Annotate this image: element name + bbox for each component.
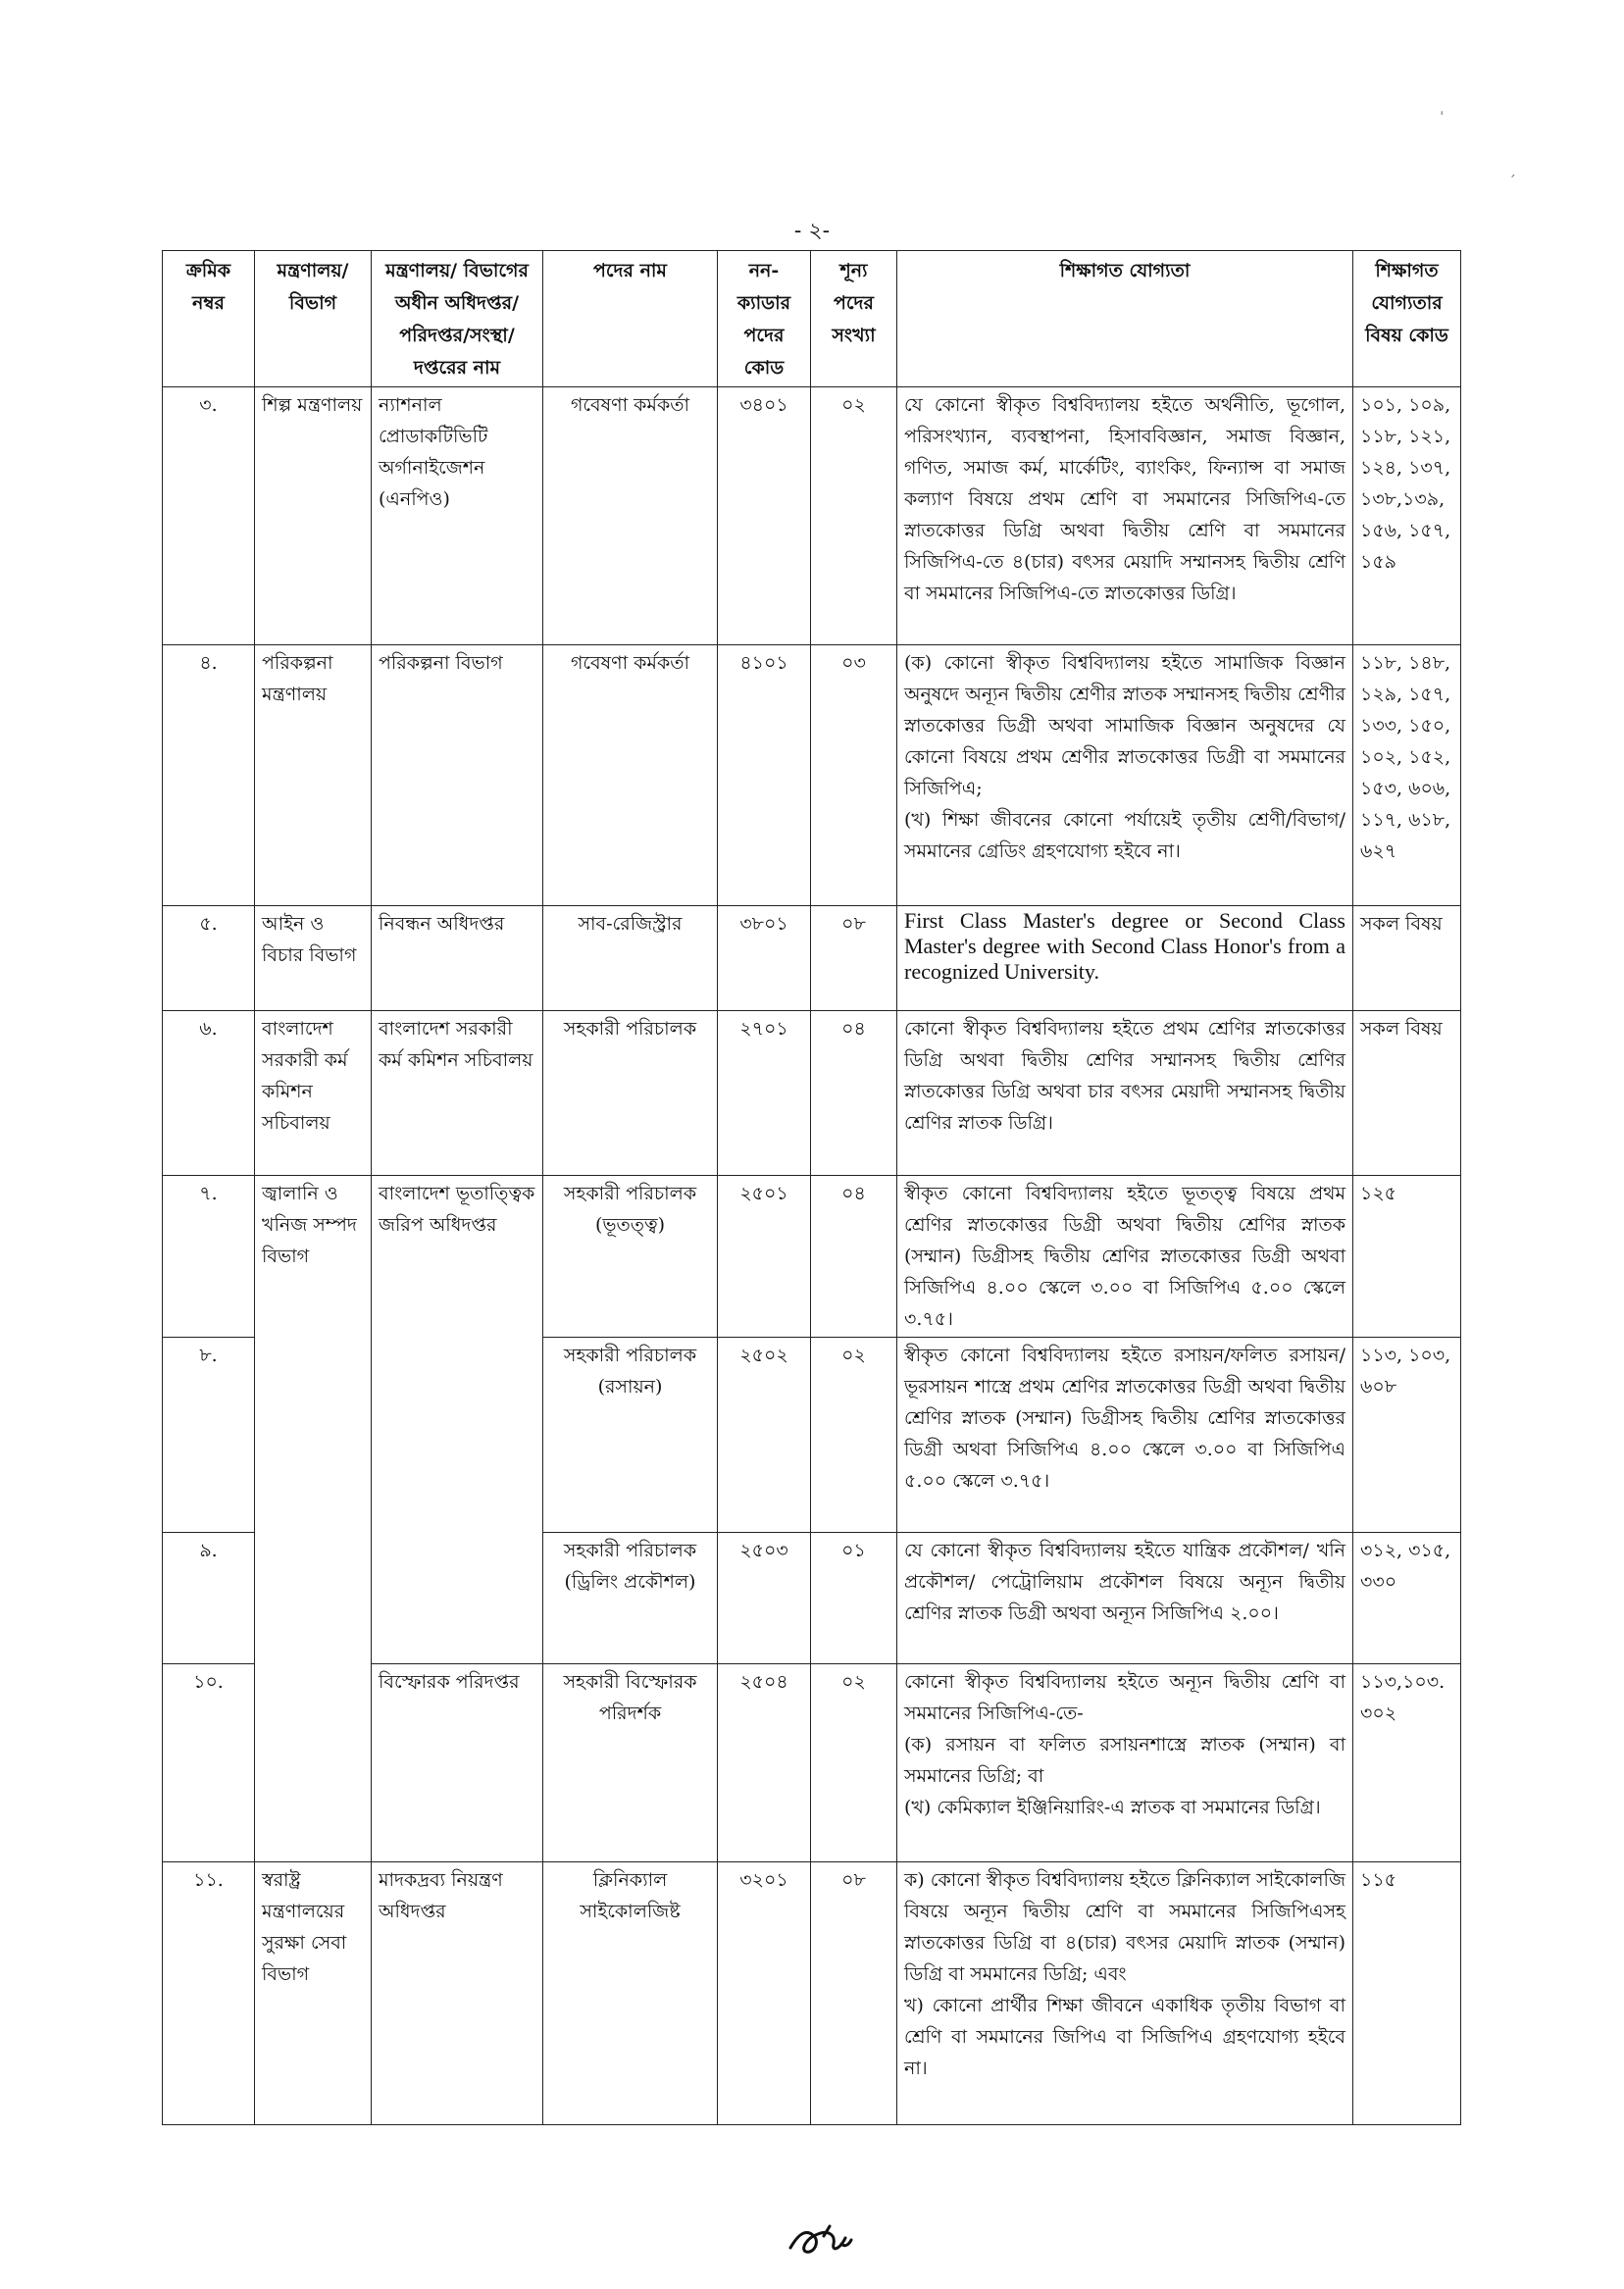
row-qualification [897,1664,1353,1862]
row-post: সহকারী পরিচালক (ভূতত্ত্ব) [543,1176,718,1338]
header-post: পদের নাম [543,251,718,387]
row-post: সাব-রেজিস্ট্রার [543,906,718,1011]
row-serial: ৫. [163,906,255,1011]
row-vacancy: ০১ [811,1533,897,1664]
table-row [163,645,1461,906]
qualification-clause-b: (খ) শিক্ষা জীবনের কোনো পর্যায়েই তৃতীয় শ্রেণী/বিভাগ/সমমানের গ্রেডিং গ্রহণযোগ্য হইবে না। [904,809,1345,862]
row-department: ন্যাশনাল প্রোডাকটিভিটি অর্গানাইজেশন (এনপিও) [372,387,543,645]
row-post: সহকারী বিস্ফোরক পরিদর্শক [543,1664,718,1862]
qualification-clause-a: (ক) রসায়ন বা ফলিত রসায়নশাস্ত্রে স্নাতক (সম্মান) বা সমমানের ডিগ্রি; বা [904,1734,1345,1787]
row-code: ৩৮০১ [718,906,811,1011]
qualification-clause-b: (খ) কেমিক্যাল ইঞ্জিনিয়ারিং-এ স্নাতক বা সমমানের ডিগ্রি। [904,1797,1321,1818]
row-qualification [897,645,1353,906]
header-row [163,251,1461,387]
header-serial: ক্রমিক নম্বর [163,251,255,387]
row-vacancy: ০২ [811,387,897,645]
row-ministry: জ্বালানি ও খনিজ সম্পদ বিভাগ [255,1176,372,1862]
row-department: নিবন্ধন অধিদপ্তর [372,906,543,1011]
row-post: গবেষণা কর্মকর্তা [543,645,718,906]
header-ministry: মন্ত্রণালয়/ বিভাগ [255,251,372,387]
header-qualification: শিক্ষাগত যোগ্যতা [897,251,1353,387]
row-serial: ৮. [163,1338,255,1533]
row-qualification: স্বীকৃত কোনো বিশ্ববিদ্যালয় হইতে ভূতত্ত্ব বিষয়ে প্রথম শ্রেণির স্নাতকোত্তর ডিগ্রী অথবা দ্বিতীয় শ্রেণির স্নাতক (সম্মান) ডিগ্রীসহ দ্বিতীয় শ্রেণির স্নাতকোত্তর ডিগ্রী অথবা সিজিপিএ ৪.০০ স্কেলে ৩.০০ বা সিজিপিএ ৫.০০ স্কেলে ৩.৭৫। [897,1176,1353,1338]
table-row [163,906,1461,1011]
row-serial: ৪. [163,645,255,906]
row-code: ৪১০১ [718,645,811,906]
row-qualification: কোনো স্বীকৃত বিশ্ববিদ্যালয় হইতে প্রথম শ্রেণির স্নাতকোত্তর ডিগ্রি অথবা দ্বিতীয় শ্রেণির সম্মানসহ দ্বিতীয় শ্রেণির স্নাতকোত্তর ডিগ্রি অথবা চার বৎসর মেয়াদী সম্মানসহ দ্বিতীয় শ্রেণির স্নাতক ডিগ্রি। [897,1011,1353,1176]
row-subject-code: ১০১, ১০৯, ১১৮, ১২১, ১২৪, ১৩৭, ১৩৮,১৩৯, ১৫৬, ১৫৭, ১৫৯ [1353,387,1461,645]
row-qualification: First Class Master's degree or Second Class Master's degree with Second Class Honor's from a recognized University. [897,906,1353,1011]
row-ministry: স্বরাষ্ট্র মন্ত্রণালয়ের সুরক্ষা সেবা বিভাগ [255,1862,372,2125]
row-serial: ৯. [163,1533,255,1664]
qualification-clause-b: খ) কোনো প্রার্থীর শিক্ষা জীবনে একাধিক তৃতীয় বিভাগ বা শ্রেণি বা সমমানের জিপিএ বা সিজিপিএ গ্রহণযোগ্য হইবে না। [904,1995,1345,2079]
qualification-intro: কোনো স্বীকৃত বিশ্ববিদ্যালয় হইতে অন্যূন দ্বিতীয় শ্রেণি বা সমমানের সিজিপিএ-তে- [904,1671,1345,1724]
row-vacancy: ০২ [811,1664,897,1862]
corner-mark-right: ˊ [1508,173,1516,191]
row-department: পরিকল্পনা বিভাগ [372,645,543,906]
row-serial: ১০. [163,1664,255,1862]
row-code: ৩২০১ [718,1862,811,2125]
row-serial: ৭. [163,1176,255,1338]
row-subject-code: ১১৩, ১০৩, ৬০৮ [1353,1338,1461,1533]
row-vacancy: ০৩ [811,645,897,906]
table-row [163,1011,1461,1176]
row-subject-code: ১১৮, ১৪৮, ১২৯, ১৫৭, ১৩৩, ১৫০, ১০২, ১৫২, ১৫৩, ৬০৬, ১১৭, ৬১৮, ৬২৭ [1353,645,1461,906]
row-department: বিস্ফোরক পরিদপ্তর [372,1664,543,1862]
row-subject-code: ৩১২, ৩১৫, ৩৩০ [1353,1533,1461,1664]
row-vacancy: ০৪ [811,1176,897,1338]
vacancy-table [162,250,1461,2125]
row-post: সহকারী পরিচালক [543,1011,718,1176]
qualification-clause-a: ক) কোনো স্বীকৃত বিশ্ববিদ্যালয় হইতে ক্লিনিক্যাল সাইকোলজি বিষয়ে অন্যূন দ্বিতীয় শ্রেণি বা সমমানের সিজিপিএসহ স্নাতকোত্তর ডিগ্রি বা ৪(চার) বৎসর মেয়াদি স্নাতক (সম্মান) ডিগ্রি বা সমমানের ডিগ্রি; এবং [904,1869,1345,1985]
row-code: ৩৪০১ [718,387,811,645]
row-subject-code: ১১৩,১০৩. ৩০২ [1353,1664,1461,1862]
row-post: সহকারী পরিচালক (রসায়ন) [543,1338,718,1533]
row-subject-code: ১২৫ [1353,1176,1461,1338]
corner-mark-top: ˌ [1440,98,1445,117]
signature-mark [785,2214,855,2264]
row-qualification: যে কোনো স্বীকৃত বিশ্ববিদ্যালয় হইতে অর্থনীতি, ভূগোল, পরিসংখ্যান, ব্যবস্থাপনা, হিসাববিজ্ঞান, সমাজ বিজ্ঞান, গণিত, সমাজ কর্ম, মার্কেটিং, ব্যাংকিং, ফিন্যান্স বা সমাজ কল্যাণ বিষয়ে প্রথম শ্রেণি বা সমমানের সিজিপিএ-তে স্নাতকোত্তর ডিগ্রি অথবা দ্বিতীয় শ্রেণি বা সমমানের সিজিপিএ-তে ৪(চার) বৎসর মেয়াদি সম্মানসহ দ্বিতীয় শ্রেণি বা সমমানের সিজিপিএ-তে স্নাতকোত্তর ডিগ্রি। [897,387,1353,645]
row-vacancy: ০৮ [811,1862,897,2125]
row-department: বাংলাদেশ সরকারী কর্ম কমিশন সচিবালয় [372,1011,543,1176]
row-subject-code: ১১৫ [1353,1862,1461,2125]
qualification-clause-a: (ক) কোনো স্বীকৃত বিশ্ববিদ্যালয় হইতে সামাজিক বিজ্ঞান অনুষদে অন্যূন দ্বিতীয় শ্রেণীর স্নাতক সম্মানসহ দ্বিতীয় শ্রেণীর স্নাতকোত্তর ডিগ্রী অথবা সামাজিক বিজ্ঞান অনুষদের যে কোনো বিষয়ে প্রথম শ্রেণীর স্নাতকোত্তর ডিগ্রী বা সমমানের সিজিপিএ; [904,652,1345,799]
row-serial: ৬. [163,1011,255,1176]
row-ministry: পরিকল্পনা মন্ত্রণালয় [255,645,372,906]
table-row [163,1176,1461,1338]
table-row [163,387,1461,645]
row-subject-code: সকল বিষয় [1353,906,1461,1011]
row-post: ক্লিনিক্যাল সাইকোলজিষ্ট [543,1862,718,2125]
header-subject-code: শিক্ষাগত যোগ্যতার বিষয় কোড [1353,251,1461,387]
row-serial: ১১. [163,1862,255,2125]
page-number: - ২- [793,219,831,243]
row-qualification [897,1862,1353,2125]
row-code: ২৫০১ [718,1176,811,1338]
row-code: ২৫০৩ [718,1533,811,1664]
row-qualification: স্বীকৃত কোনো বিশ্ববিদ্যালয় হইতে রসায়ন/ফলিত রসায়ন/ ভূরসায়ন শাস্ত্রে প্রথম শ্রেণির স্নাতকোত্তর ডিগ্রী অথবা দ্বিতীয় শ্রেণির স্নাতক (সম্মান) ডিগ্রীসহ দ্বিতীয় শ্রেণির স্নাতকোত্তর ডিগ্রী অথবা সিজিপিএ ৪.০০ স্কেলে ৩.০০ বা সিজিপিএ ৫.০০ স্কেলে ৩.৭৫। [897,1338,1353,1533]
row-post: সহকারী পরিচালক (ড্রিলিং প্রকৌশল) [543,1533,718,1664]
row-vacancy: ০৮ [811,906,897,1011]
row-vacancy: ০২ [811,1338,897,1533]
header-department: মন্ত্রণালয়/ বিভাগের অধীন অধিদপ্তর/ পরিদপ্তর/সংস্থা/ দপ্তরের নাম [372,251,543,387]
row-post: গবেষণা কর্মকর্তা [543,387,718,645]
row-code: ২৫০২ [718,1338,811,1533]
row-subject-code: সকল বিষয় [1353,1011,1461,1176]
header-vacancy: শূন্য পদের সংখ্যা [811,251,897,387]
table-row [163,1862,1461,2125]
row-vacancy: ০৪ [811,1011,897,1176]
row-serial: ৩. [163,387,255,645]
header-code: নন-ক্যাডার পদের কোড [718,251,811,387]
row-qualification: যে কোনো স্বীকৃত বিশ্ববিদ্যালয় হইতে যান্ত্রিক প্রকৌশল/ খনি প্রকৌশল/ পেট্রোলিয়াম প্রকৌশল বিষয়ে অন্যূন দ্বিতীয় শ্রেণির স্নাতক ডিগ্রী অথবা অন্যূন সিজিপিএ ২.০০। [897,1533,1353,1664]
row-ministry: আইন ও বিচার বিভাগ [255,906,372,1011]
row-department: মাদকদ্রব্য নিয়ন্ত্রণ অধিদপ্তর [372,1862,543,2125]
row-code: ২৭০১ [718,1011,811,1176]
row-code: ২৫০৪ [718,1664,811,1862]
row-ministry: বাংলাদেশ সরকারী কর্ম কমিশন সচিবালয় [255,1011,372,1176]
row-department: বাংলাদেশ ভূতাত্ত্বিক জরিপ অধিদপ্তর [372,1176,543,1664]
row-ministry: শিল্প মন্ত্রণালয় [255,387,372,645]
